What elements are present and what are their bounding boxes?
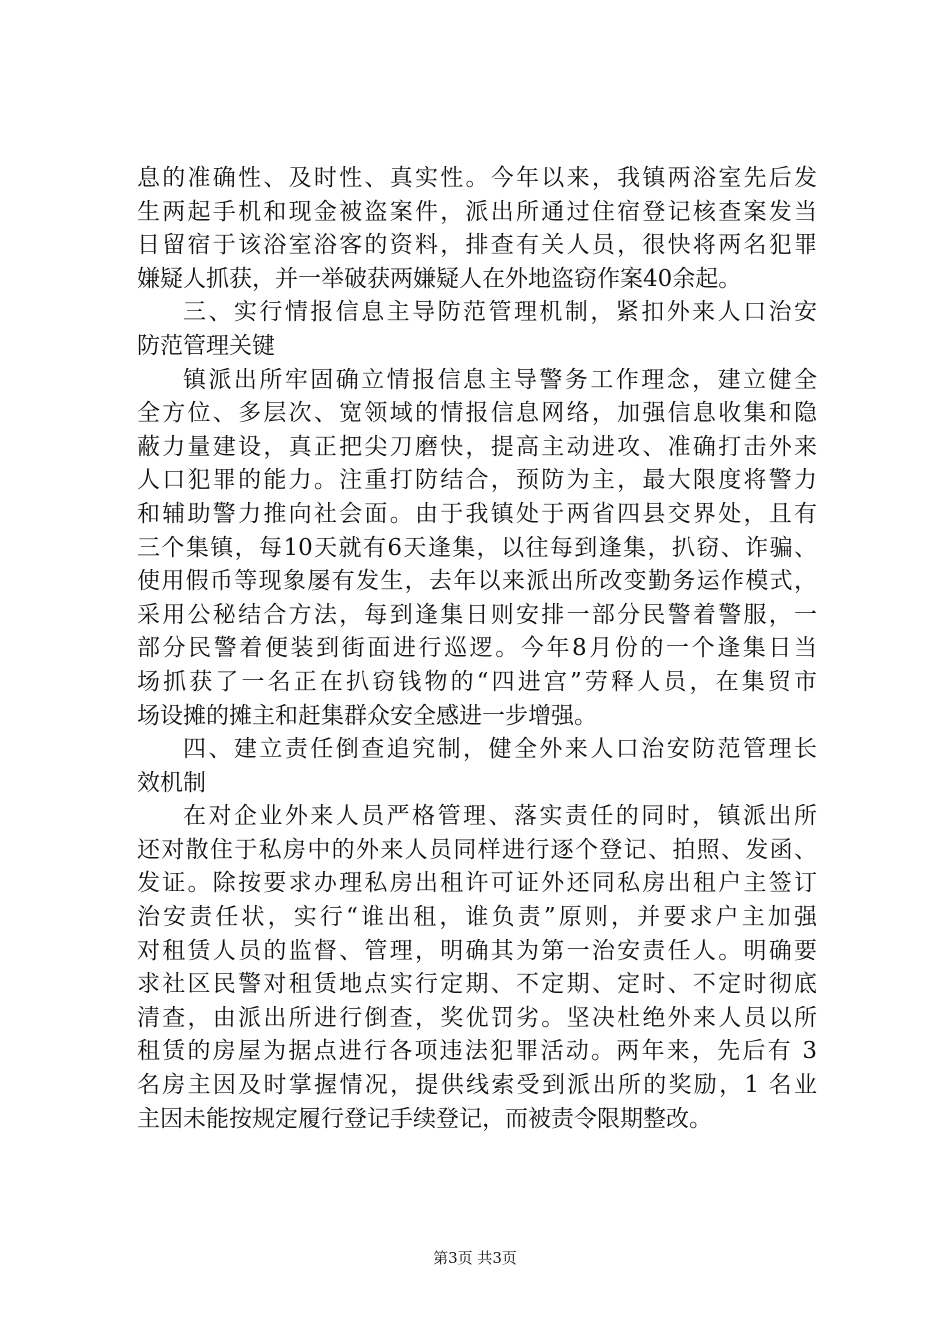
text-line: 三个集镇，每10天就有6天逢集，以往每到逢集，扒窃、诈骗、 bbox=[137, 534, 817, 561]
text-line: 息的准确性、及时性、真实性。今年以来，我镇两浴室先后发 bbox=[137, 165, 817, 191]
paragraph bbox=[137, 296, 817, 363]
document-body bbox=[137, 162, 817, 1136]
text-line: 求社区民警对租赁地点实行定期、不定期、定时、不定时彻底 bbox=[137, 971, 817, 998]
paragraph bbox=[137, 364, 817, 734]
page-footer: 第3页 共3页 bbox=[433, 1249, 517, 1267]
text-line: 日留宿于该浴室浴客的资料，排查有关人员，很快将两名犯罪 bbox=[137, 232, 817, 259]
text-line: 全方位、多层次、宽领域的情报信息网络，加强信息收集和隐 bbox=[137, 400, 817, 427]
text-line: 人口犯罪的能力。注重打防结合，预防为主，最大限度将警力 bbox=[137, 467, 817, 494]
text-line: 四、建立责任倒查追究制，健全外来人口治安防范管理长 bbox=[183, 736, 817, 763]
text-line: 使用假币等现象屡有发生，去年以来派出所改变勤务运作模式， bbox=[137, 568, 817, 595]
text-line: 防范管理关键 bbox=[137, 332, 275, 359]
text-line: 场抓获了一名正在扒窃钱物的“四进宫”劳释人员，在集贸市 bbox=[137, 668, 817, 695]
text-line: 三、实行情报信息主导防范管理机制，紧扣外来人口治安 bbox=[183, 299, 817, 326]
text-line: 对租赁人员的监督、管理，明确其为第一治安责任人。明确要 bbox=[137, 937, 817, 964]
text-line: 主因未能按规定履行登记手续登记，而被责令限期整改。 bbox=[137, 1105, 712, 1132]
paragraph bbox=[137, 800, 817, 1136]
text-line: 镇派出所牢固确立情报信息主导警务工作理念，建立健全 bbox=[183, 366, 817, 393]
text-line: 场设摊的摊主和赶集群众安全感进一步增强。 bbox=[137, 702, 597, 729]
text-line: 部分民警着便装到街面进行巡逻。今年8月份的一个逢集日当 bbox=[137, 635, 817, 662]
text-line: 效机制 bbox=[137, 769, 206, 796]
text-line: 嫌疑人抓获，并一举破获两嫌疑人在外地盗窃作案40余起。 bbox=[137, 265, 742, 292]
text-line: 发证。除按要求办理私房出租许可证外还同私房出租户主签订 bbox=[137, 870, 817, 897]
text-line: 采用公秘结合方法，每到逢集日则安排一部分民警着警服，一 bbox=[137, 601, 817, 628]
paragraph bbox=[137, 162, 817, 296]
paragraph bbox=[137, 733, 817, 800]
text-line: 租赁的房屋为据点进行各项违法犯罪活动。两年来，先后有 3 bbox=[137, 1038, 817, 1065]
text-line: 名房主因及时掌握情况，提供线索受到派出所的奖励，1 名业 bbox=[137, 1072, 817, 1099]
text-line: 治安责任状，实行“谁出租，谁负责”原则，并要求户主加强 bbox=[137, 904, 817, 931]
text-line: 还对散住于私房中的外来人员同样进行逐个登记、拍照、发函、 bbox=[137, 836, 817, 863]
text-line: 在对企业外来人员严格管理、落实责任的同时，镇派出所 bbox=[183, 803, 817, 830]
text-line: 和辅助警力推向社会面。由于我镇处于两省四县交界处，且有 bbox=[137, 500, 817, 527]
text-line: 蔽力量建设，真正把尖刀磨快，提高主动进攻、准确打击外来 bbox=[137, 433, 817, 460]
text-line: 生两起手机和现金被盗案件，派出所通过住宿登记核查案发当 bbox=[137, 198, 817, 225]
text-line: 清查，由派出所进行倒查，奖优罚劣。坚决杜绝外来人员以所 bbox=[137, 1004, 817, 1031]
